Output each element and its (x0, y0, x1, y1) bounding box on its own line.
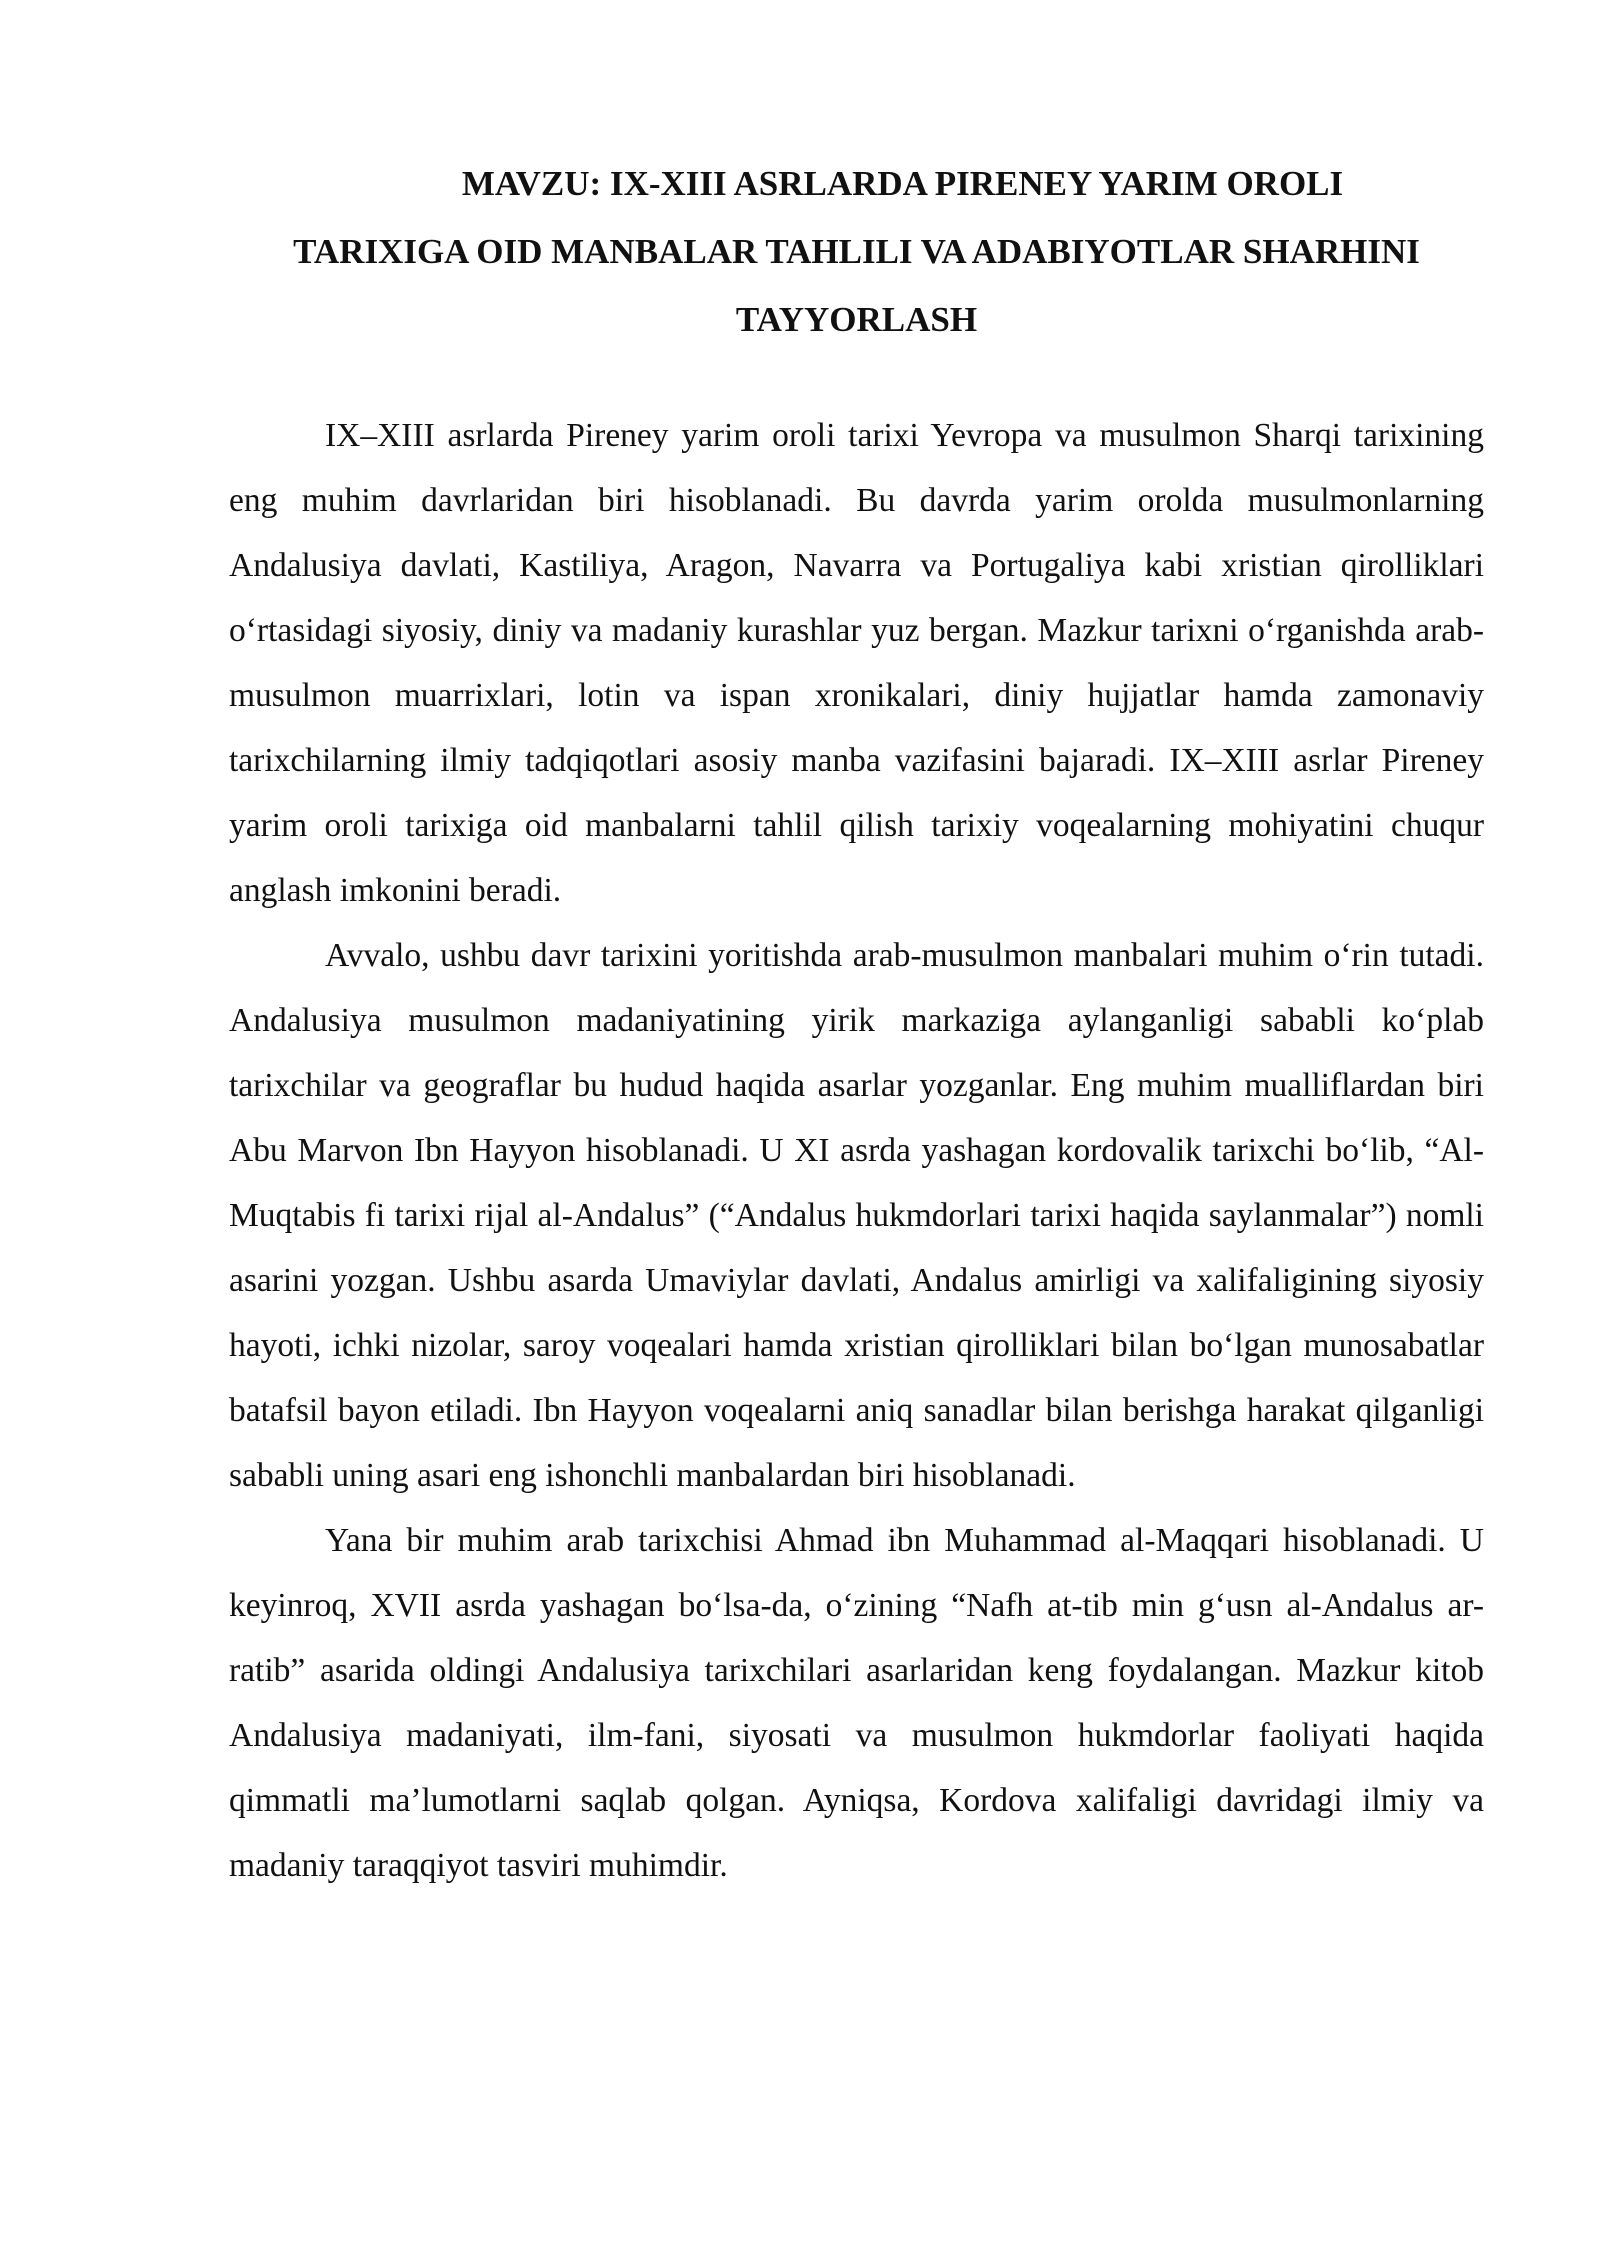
body-paragraph: Yana bir muhim arab tarixchisi Ahmad ibn Muhammad al-Maqqari hisoblanadi. U keyinroq, XVII asrda yashagan bo‘lsa-da, o‘zining “Nafh at-tib min g‘usn al-Andalus ar-ratib” asarida oldingi Andalusiya tarixchilari asarlaridan keng foydalangan. Mazkur kitob Andalusiya madaniyati, ilm-fani, siyosati va musulmon hukmdorlar faoliyati haqida qimmatli ma’lumotlarni saqlab qolgan. Ayniqsa, Kordova xalifaligi davridagi ilmiy va madaniy taraqqiyot tasviri muhimdir. (229, 1522, 1484, 1884)
title-line: TARIXIGA OID MANBALAR TAHLILI VA ADABIYOTLAR SHARHINI (293, 232, 1420, 271)
document-body (229, 403, 1484, 1898)
body-paragraph: Avvalo, ushbu davr tarixini yoritishda arab-musulmon manbalari muhim o‘rin tutadi. Andalusiya musulmon madaniyatining yirik markaziga aylanganligi sababli ko‘plab tarixchilar va geograflar bu hudud haqida asarlar yozganlar. Eng muhim mualliflardan biri Abu Marvon Ibn Hayyon hisoblanadi. U XI asrda yashagan kordovalik tarixchi bo‘lib, “Al-Muqtabis fi tarixi rijal al-Andalus” (“Andalus hukmdorlari tarixi haqida saylanmalar”) nomli asarini yozgan. Ushbu asarda Umaviylar davlati, Andalus amirligi va xalifaligining siyosiy hayoti, ichki nizolar, saroy voqealari hamda xristian qirolliklari bilan bo‘lgan munosabatlar batafsil bayon etiladi. Ibn Hayyon voqealarni aniq sanadlar bilan berishga harakat qilganligi sababli uning asari eng ishonchli manbalardan biri hisoblanadi. (229, 937, 1484, 1494)
body-paragraph: IX–XIII asrlarda Pireney yarim oroli tarixi Yevropa va musulmon Sharqi tarixining eng muhim davrlaridan biri hisoblanadi. Bu davrda yarim orolda musulmonlarning Andalusiya davlati, Kastiliya, Aragon, Navarra va Portugaliya kabi xristian qirolliklari o‘rtasidagi siyosiy, diniy va madaniy kurashlar yuz bergan. Mazkur tarixni o‘rganishda arab-musulmon muarrixlari, lotin va ispan xronikalari, diniy hujjatlar hamda zamonaviy tarixchilarning ilmiy tadqiqotlari asosiy manba vazifasini bajaradi. IX–XIII asrlar Pireney yarim oroli tarixiga oid manbalarni tahlil qilish tarixiy voqealarning mohiyatini chuqur anglash imkonini beradi. (229, 417, 1484, 909)
document-title (229, 150, 1484, 354)
title-line: TAYYORLASH (735, 300, 978, 339)
title-line: MAVZU: IX-XIII ASRLARDA PIRENEY YARIM OROLI (461, 164, 1344, 203)
